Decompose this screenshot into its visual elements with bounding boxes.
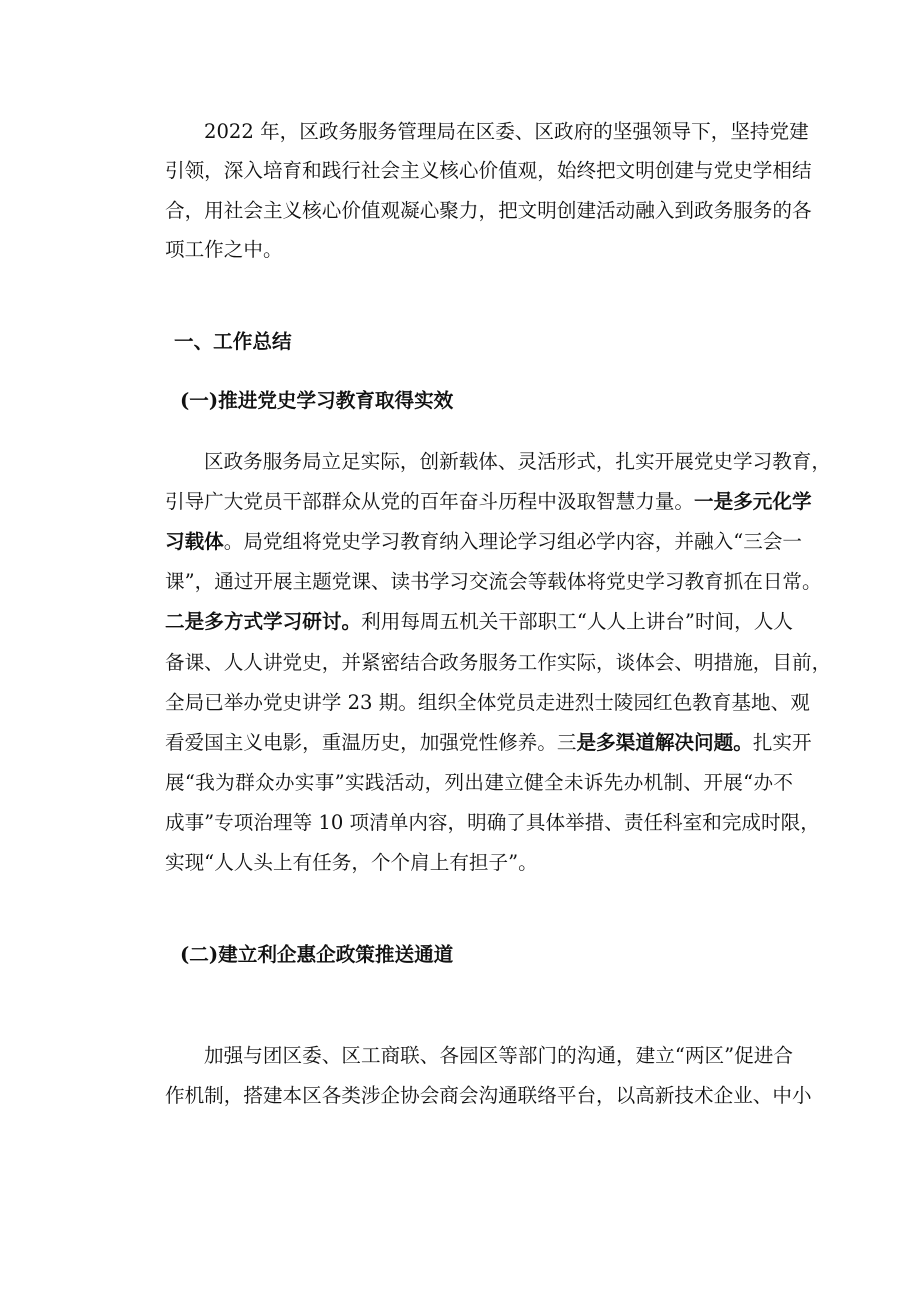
sub2-line-1: 加强与团区委、区工商联、各园区等部门的沟通，建立“两区”促进合 xyxy=(204,1044,793,1067)
sub1-line-8-bold: 是多渠道解决问题。 xyxy=(576,731,753,754)
subsection-title-1: (一)推进党史学习教育取得实效 xyxy=(180,389,454,412)
sub1-line-10: 成事”专项治理等 10 项清单内容，明确了具体举措、责任科室和完成时限， xyxy=(165,811,820,834)
sub1-line-2-bold: 一是多元化学 xyxy=(694,490,812,513)
sub1-line-3 xyxy=(165,526,803,558)
sub1-line-7: 全局已举办党史讲学 23 期。组织全体党员走进烈士陵园红色教育基地、观 xyxy=(165,691,810,714)
sub1-line-5-bold: 二是多方式学习研讨。 xyxy=(165,610,362,633)
sub1-line-2-text: 引导广大党员干部群众从党的百年奋斗历程中汲取智慧力量。 xyxy=(165,490,695,513)
sub1-line-9: 展“我为群众办实事”实践活动，列出建立健全未诉先办机制、开展“办不 xyxy=(165,771,793,794)
sub1-line-5-text: 利用每周五机关干部职工“人人上讲台”时间，人人 xyxy=(361,610,793,633)
sub1-line-5 xyxy=(165,606,793,638)
subsection-title-2: (二)建立利企惠企政策推送通道 xyxy=(180,943,454,966)
sub1-line-8-text-a: 看爱国主义电影，重温历史，加强党性修养。三 xyxy=(165,731,577,754)
sub1-line-2 xyxy=(165,486,812,518)
sub1-line-6: 备课、人人讲党史，并紧密结合政务服务工作实际，谈体会、明措施，目前， xyxy=(165,651,832,674)
sub1-line-3-text: 。局党组将党史学习教育纳入理论学习组必学内容，并融入“三会一 xyxy=(223,530,803,553)
sub1-line-3-bold: 习载体 xyxy=(165,530,224,553)
sub1-line-8-text-b: 扎实开 xyxy=(752,731,812,754)
intro-line-2: 引领，深入培育和践行社会主义核心价值观，始终把文明创建与党史学相结 xyxy=(165,159,812,182)
intro-line-1: 2022 年，区政务服务管理局在区委、区政府的坚强领导下，坚持党建 xyxy=(204,120,809,143)
sub2-line-2: 作机制，搭建本区各类涉企协会商会沟通联络平台，以高新技术企业、中小 xyxy=(165,1084,812,1107)
intro-line-3: 合，用社会主义核心价值观凝心聚力，把文明创建活动融入到政务服务的各 xyxy=(165,199,812,222)
intro-line-4: 项工作之中。 xyxy=(165,238,283,261)
sub1-line-1: 区政务服务局立足实际，创新载体、灵活形式，扎实开展党史学习教育， xyxy=(204,450,831,473)
sub1-line-8 xyxy=(165,727,812,759)
sub1-line-4: 课”，通过开展主题党课、读书学习交流会等载体将党史学习教育抓在日常。 xyxy=(165,570,822,593)
section-title-work-summary: 一、工作总结 xyxy=(174,330,292,353)
sub1-line-11: 实现“人人头上有任务，个个肩上有担子”。 xyxy=(165,851,538,874)
